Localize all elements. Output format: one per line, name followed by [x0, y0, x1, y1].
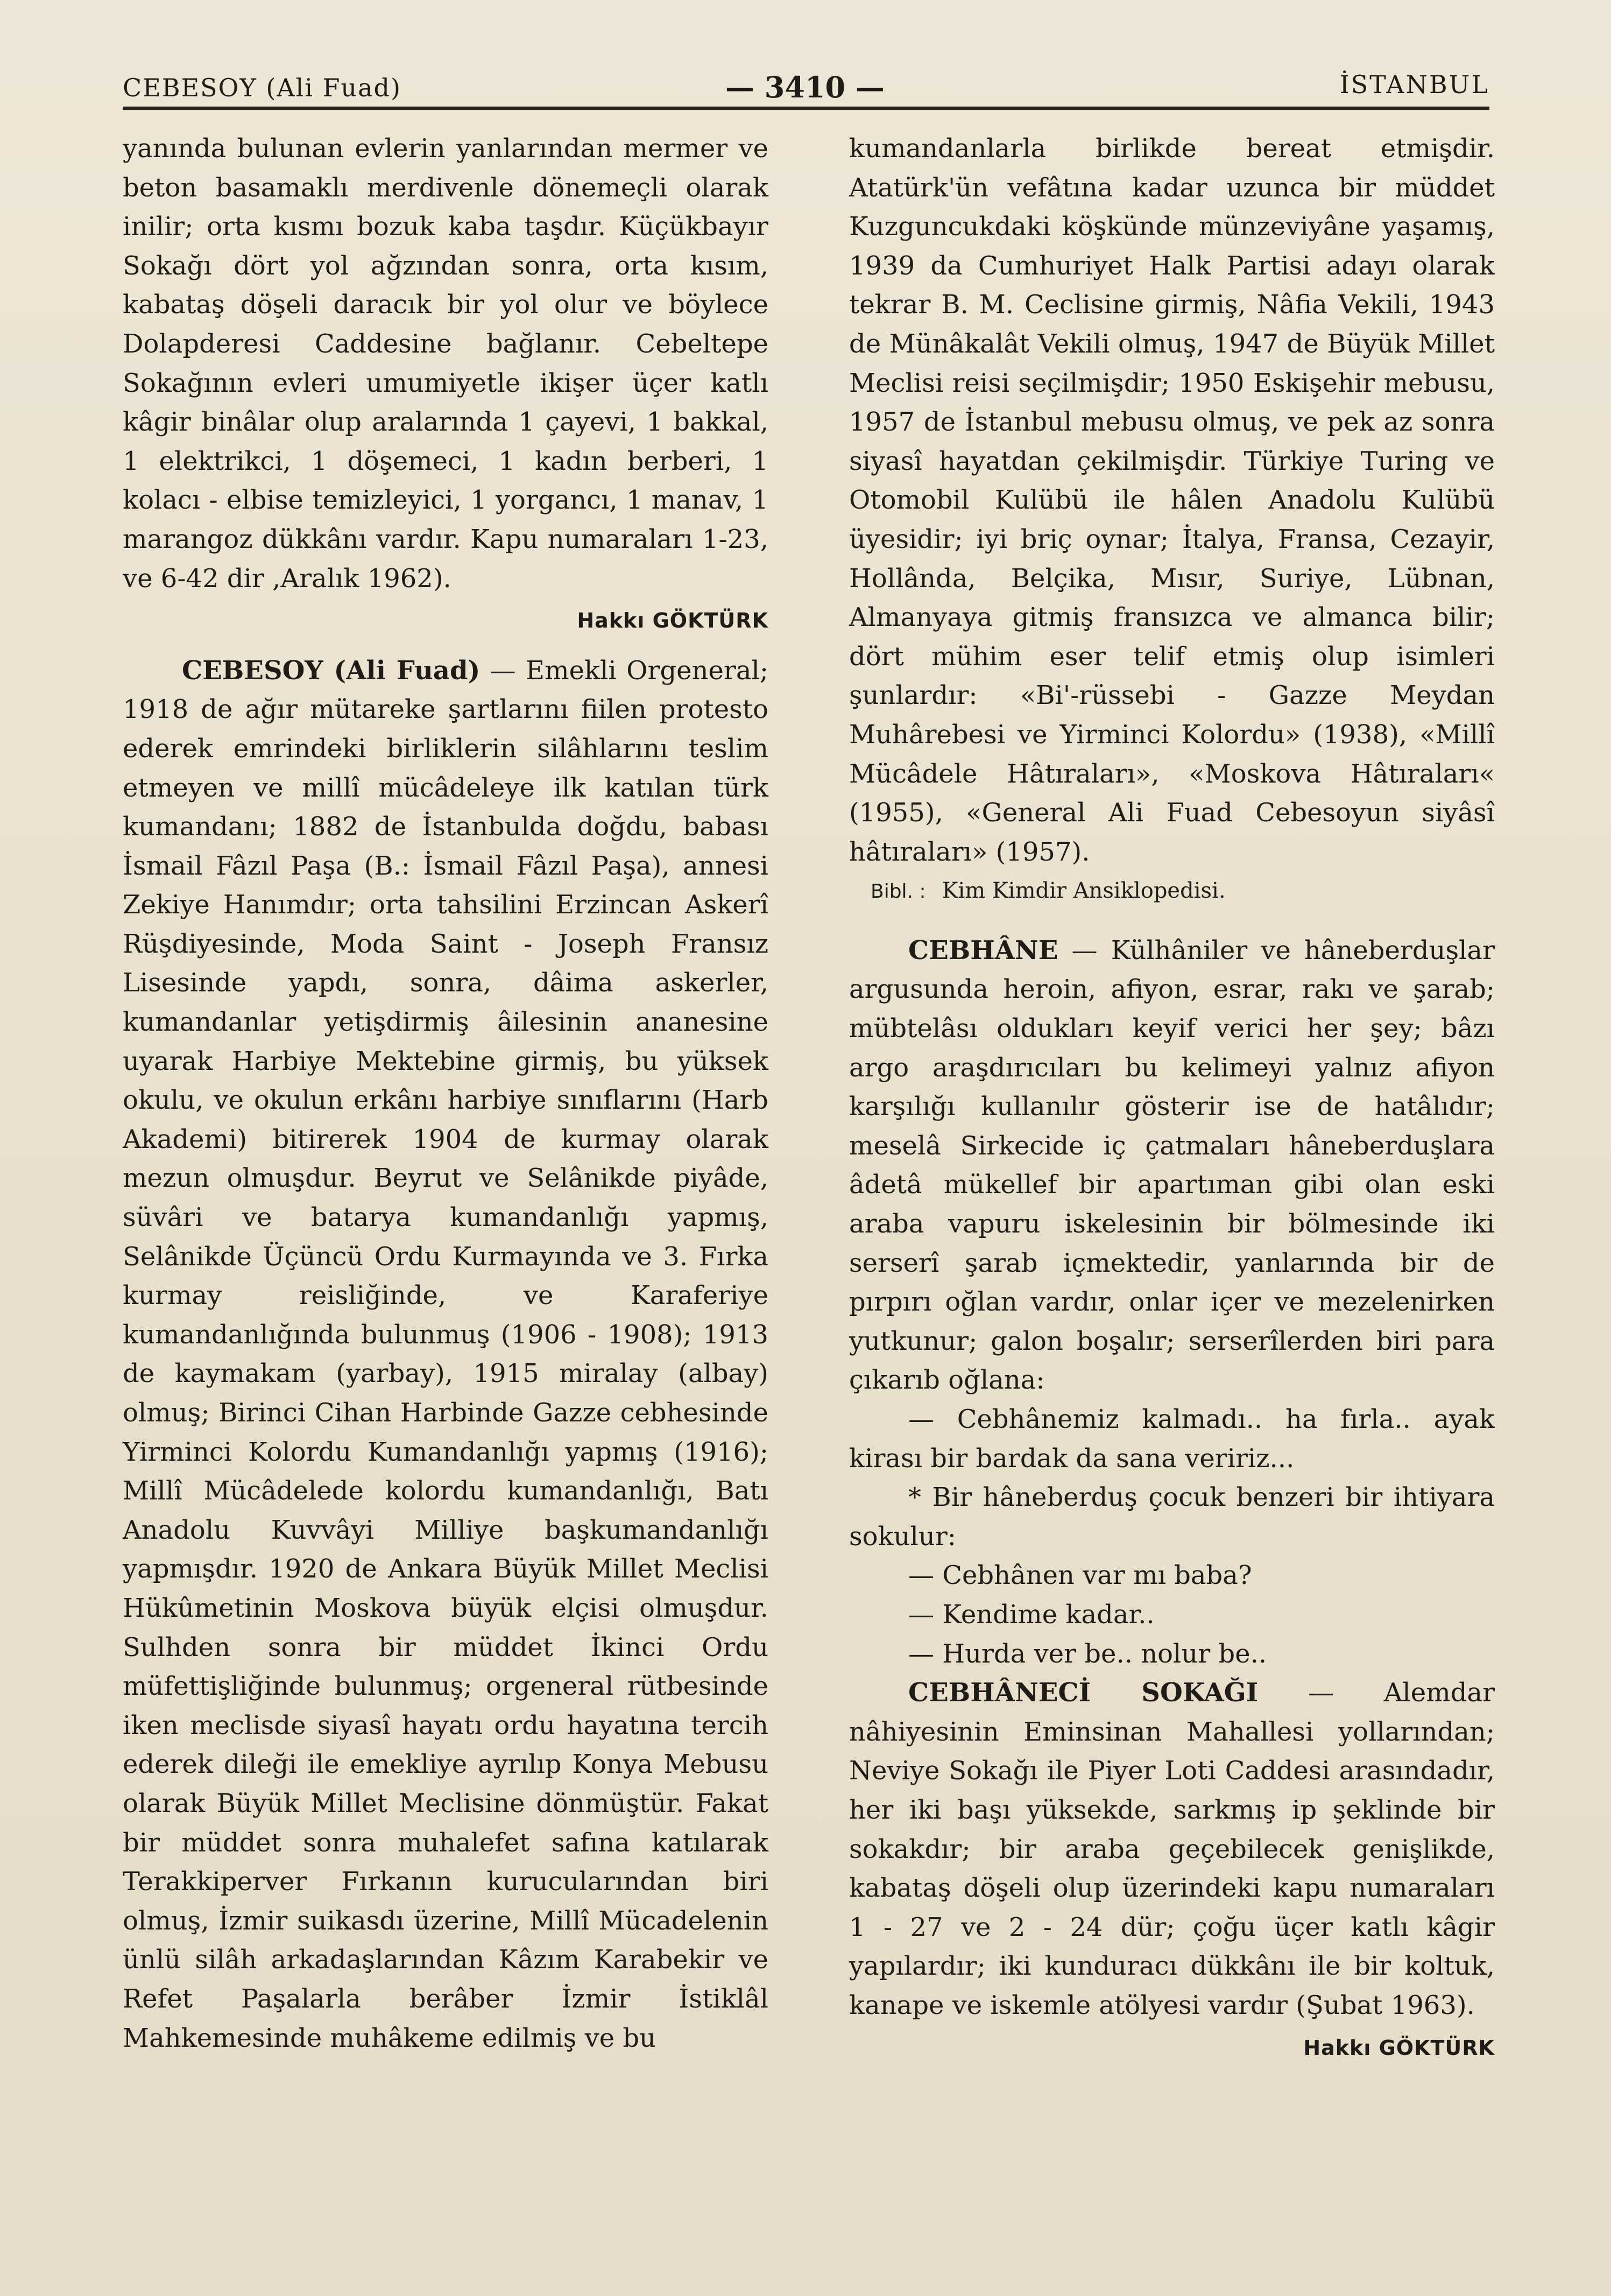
bibliography: [871, 871, 1495, 912]
continued-paragraph: yanında bulunan evlerin yanlarından mermer ve beton basamaklı merdivenle dönemeçli olarak inilir; orta kısmı bozuk kaba taşdır. Küçükbayır Sokağı dört yol ağzından sonra, orta kısım, kabataş döşeli daracık bir yol olur ve böylece Dolapderesi Caddesine bağlanır. Cebeltepe Sokağının evleri umumiyetle ikişer üçer katlı kâgir binâlar olup aralarında 1 çayevi, 1 bakkal, 1 elektrikci, 1 döşemeci, 1 kadın berberi, 1 kolacı - elbise temizleyici, 1 yorgancı, 1 manav, 1 marangoz dükkânı vardır. Kapu numaraları 1-23, ve 6-42 dir ,Aralık 1962).: [123, 133, 768, 594]
entry-cebesoy: [123, 651, 768, 2058]
dialog-line: — Cebhânemiz kalmadı.. ha fırla.. ayak kirası bir bardak da sana veririz...: [849, 1404, 1495, 1474]
continued-paragraph: kumandanlarla birlikde bereat etmişdir. Atatürk'ün vefâtına kadar uzunca bir müddet Kuzguncukdaki köşkünde münzeviyâne yaşamış, 1939 da Cumhuriyet Halk Partisi adayı olarak tekrar B. M. Ceclisine girmiş, Nâfia Vekili, 1943 de Münâkalât Vekili olmuş, 1947 de Büyük Millet Meclisi reisi seçilmişdir; 1950 Eskişehir mebusu, 1957 de İstanbul mebusu olmuş, ve pek az sonra siyasî hayatdan çekilmişdir. Türkiye Turing ve Otomobil Kulübü ile hâlen Anadolu Kulübü üyesidir; iyi briç oynar; İtalya, Fransa, Cezayir, Hollânda, Belçika, Mısır, Suriye, Lübnan, Almanyaya gitmiş fransızca ve almanca bilir; dört mühim eser telif etmiş olup isimleri şunlardır: «Bi'-rüssebi - Gazze Meydan Muhârebesi ve Yirminci Kolordu» (1938), «Millî Mücâdele Hâtıraları», «Moskova Hâtıraları« (1955), «General Ali Fuad Cebesoyun siyâsî hâtıraları» (1957).: [849, 133, 1495, 867]
entry-headword: CEBHÂNECİ SOKAĞI: [908, 1678, 1259, 1708]
author-signature: Hakkı GÖKTÜRK: [577, 609, 768, 633]
header-right-title: İSTANBUL: [1339, 70, 1489, 99]
author-signature: Hakkı GÖKTÜRK: [1303, 2036, 1495, 2060]
entry-headword: CEBESOY (Ali Fuad): [182, 655, 481, 686]
entry-body: — Alemdar nâhiyesinin Eminsinan Mahallesi yollarından; Neviye Sokağı ile Piyer Loti Caddesi arasındadır, her iki başı yüksekde, sarkmış ip şeklinde bir sokakdır; bir araba geçebilecek genişlikde, kabataş döşeli olup üzerindeki kapu numaraları 1 - 27 ve 2 - 24 dür; çoğu üçer katlı kâgir yapılardır; iki kunduracı dükkânı ile bir koltuk, kanape ve iskemle atölyesi vardır (Şubat 1963).: [849, 1678, 1495, 2020]
running-head: [123, 60, 1489, 103]
entry-body: — Külhâniler ve hâneberduşlar argusunda heroin, afiyon, esrar, rakı ve şarab; mübtelâsı oldukları keyif verici her şey; bâzı argo araşdırıcıları bu kelimeyi yalnız afiyon karşılığı kullanılır gösterir ise de hatâlıdır; meselâ Sirkecide iç çatmaları hâneberduşlara âdetâ mükellef bir apartıman gibi olan eski araba vapuru iskelesinin bir bölmesinde iki serserî şarab içmektedir, yanlarında bir de pırpırı oğlan vardır, onlar içer ve mezelenirken yutkunur; galon boşalır; serserîlerden biri para çıkarıb oğlana:: [849, 935, 1495, 1396]
dialog-line: — Hurda ver be.. nolur be..: [908, 1638, 1267, 1669]
bibliography-label: Bibl. :: [871, 881, 926, 903]
page-number: — 3410 —: [725, 70, 885, 104]
dialog-line: * Bir hâneberduş çocuk benzeri bir ihtiyara sokulur:: [849, 1482, 1495, 1552]
entry-body: — Emekli Orgeneral; 1918 de ağır mütareke şartlarını fiilen protesto ederek emrindeki birliklerin silâhlarını teslim etmeyen ve millî mücâdeleye ilk katılan türk kumandanı; 1882 de İstanbulda doğdu, babası İsmail Fâzıl Paşa (B.: İsmail Fâzıl Paşa), annesi Zekiye Hanımdır; orta tahsilini Erzincan Askerî Rüşdiyesinde, Moda Saint - Joseph Fransız Lisesinde yapdı, sonra, dâima askerler, kumandanlar yetişdirmiş âilesinin ananesine uyarak Harbiye Mektebine girmiş, bu yüksek okulu, ve okulun erkânı harbiye sınıflarını (Harb Akademi) bitirerek 1904 de kurmay olarak mezun olmuşdur. Beyrut ve Selânikde piyâde, süvâri ve batarya kumandanlığı yapmış, Selânikde Üçüncü Ordu Kurmayında ve 3. Fırka kurmay reisliğinde, ve Karaferiye kumandanlığında bulunmuş (1906 - 1908); 1913 de kaymakam (yarbay), 1915 miralay (albay) olmuş; Birinci Cihan Harbinde Gazze cebhesinde Yirminci Kolordu Kumandanlığı yapmış (1916); Millî Mücâdelede kolordu kumandanlığı, Batı Anadolu Kuvvâyi Milliye başkumandanlığı yapmışdır. 1920 de Ankara Büyük Millet Meclisi Hükûmetinin Moskova büyük elçisi olmuşdur. Sulhden sonra bir müddet İkinci Ordu müfettişliğinde bulunmuş; orgeneral rütbesinde iken meclisde siyasî hayatı ordu hayatına tercih ederek dileği ile emekliye ayrılıp Konya Mebusu olarak Büyük Millet Meclisine dönmüştür. Fakat bir müddet sonra muhalefet safına katılarak Terakkiperver Fırkanın kurucularından biri olmuş, İzmir suikasdı üzerine, Millî Mücadelenin ünlü silâh arkadaşlarından Kâzım Karabekir ve Refet Paşalarla berâber İzmir İstiklâl Mahkemesinde muhâkeme edilmiş ve bu: [123, 655, 768, 2053]
left-column: [123, 129, 768, 2228]
entry-cebhane: [849, 931, 1495, 1400]
header-left-entry: CEBESOY (Ali Fuad): [123, 73, 401, 102]
header-rule: [123, 107, 1489, 110]
entry-headword: CEBHÂNE: [908, 935, 1058, 966]
bibliography-text: Kim Kimdir Ansiklopedisi.: [942, 878, 1226, 904]
dialog-line: — Kendime kadar..: [908, 1599, 1155, 1630]
right-column: [849, 129, 1495, 2228]
dialog-line: — Cebhânen var mı baba?: [908, 1560, 1252, 1591]
entry-cebhaneci-sokagi: [849, 1673, 1495, 2025]
